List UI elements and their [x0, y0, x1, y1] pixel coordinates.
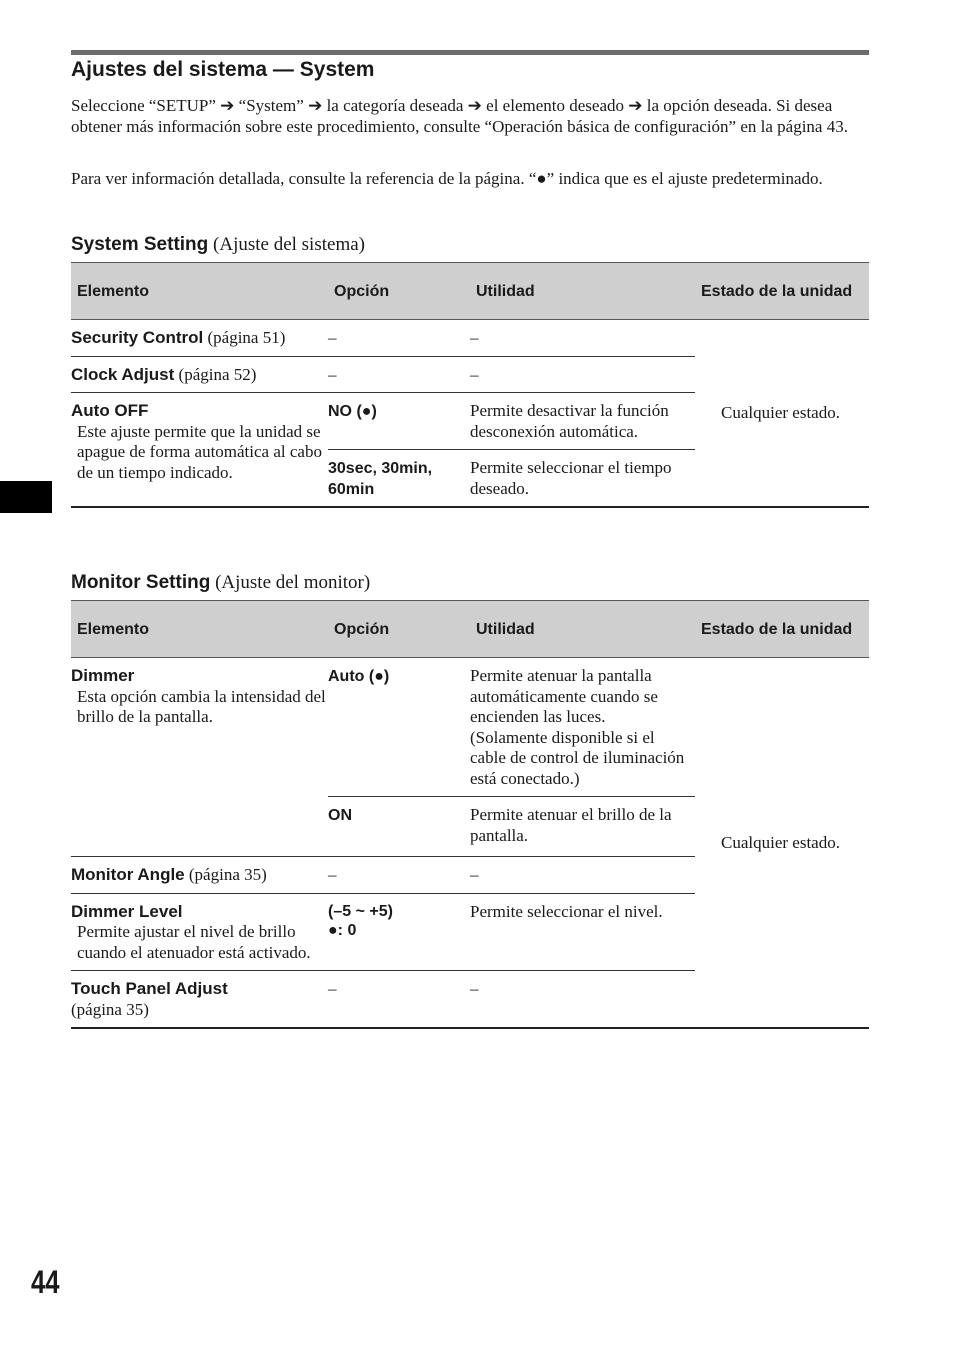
- item-description: Esta opción cambia la intensidad del brillo de la pantalla.: [77, 686, 326, 726]
- option-cell: –: [328, 971, 470, 1029]
- monitor-setting-title: Monitor Setting: [71, 572, 211, 593]
- item-name: Monitor Angle: [71, 865, 185, 884]
- section-heading: Ajustes del sistema — System: [71, 58, 375, 81]
- monitor-setting-subtitle: (Ajuste del monitor): [215, 572, 371, 593]
- item-name: Clock Adjust: [71, 364, 175, 384]
- option-default: ●: 0: [328, 921, 357, 939]
- monitor-setting-table: [71, 600, 869, 1029]
- utility-cell: Permite seleccionar el nivel.: [470, 893, 695, 971]
- col-header-elemento: Elemento: [71, 263, 328, 320]
- item-cell: [71, 658, 328, 857]
- item-page-ref: (página 52): [178, 364, 257, 384]
- utility-cell: –: [470, 356, 695, 393]
- option-cell: [328, 658, 470, 797]
- utility-cell: –: [470, 320, 695, 357]
- utility-cell: Permite atenuar la pantalla automáticamente cuando se encienden las luces. (Solamente disponible si el cable de control de iluminación está conectado.): [470, 658, 695, 797]
- item-cell: [71, 893, 328, 971]
- system-setting-heading: [71, 234, 365, 256]
- item-cell: [71, 356, 328, 393]
- option-range: (–5 ~ +5): [328, 902, 393, 920]
- item-page-ref: (página 35): [71, 999, 149, 1019]
- option-cell: [328, 797, 470, 857]
- page-number: 44: [31, 1264, 60, 1300]
- item-page-ref: (página 35): [188, 865, 267, 884]
- item-description: Permite ajustar el nivel de brillo cuando el atenuador está activado.: [77, 922, 311, 962]
- option-cell: –: [328, 857, 470, 894]
- item-cell: [71, 857, 328, 894]
- utility-cell: Permite desactivar la función desconexión automática.: [470, 393, 695, 450]
- table-row: [71, 658, 869, 797]
- item-name: Auto OFF: [71, 401, 149, 420]
- system-setting-subtitle: (Ajuste del sistema): [213, 234, 365, 255]
- default-note-paragraph: Para ver información detallada, consulte la referencia de la página. “●” indica que es el ajuste predeterminado.: [71, 169, 823, 188]
- item-name: Touch Panel Adjust: [71, 979, 228, 998]
- col-header-estado: Estado de la unidad: [695, 263, 869, 320]
- col-header-estado: Estado de la unidad: [695, 601, 869, 658]
- top-rule: [71, 50, 869, 55]
- option-value: 30sec, 30min, 60min: [328, 460, 433, 498]
- table-header-row: [71, 601, 869, 658]
- option-cell: [328, 893, 470, 971]
- item-name: Dimmer Level: [71, 901, 183, 921]
- item-page-ref: (página 51): [207, 328, 286, 347]
- section-tab-marker: [0, 481, 52, 513]
- intro-paragraph: Seleccione “SETUP” ➔ “System” ➔ la categoría deseada ➔ el elemento deseado ➔ la opción deseada. Si desea obtener más información sobre este procedimiento, consulte “Operación básica de configuración” en la página 43.: [71, 96, 848, 136]
- option-value: ON: [328, 807, 352, 824]
- item-name: Security Control: [71, 328, 204, 347]
- table-header-row: [71, 263, 869, 320]
- option-value: Auto (●): [328, 668, 390, 685]
- monitor-setting-heading: [71, 572, 370, 594]
- system-setting-title: System Setting: [71, 234, 209, 255]
- col-header-opcion: Opción: [328, 263, 470, 320]
- option-cell: [328, 450, 470, 508]
- col-header-opcion: Opción: [328, 601, 470, 658]
- status-cell: Cualquier estado.: [695, 658, 869, 1029]
- item-cell: [71, 971, 328, 1029]
- option-cell: –: [328, 356, 470, 393]
- utility-cell: –: [470, 857, 695, 894]
- col-header-utilidad: Utilidad: [470, 601, 695, 658]
- table-row: [71, 320, 869, 357]
- utility-cell: Permite atenuar el brillo de la pantalla.: [470, 797, 695, 857]
- utility-cell: Permite seleccionar el tiempo deseado.: [470, 450, 695, 508]
- item-cell: [71, 320, 328, 357]
- status-cell: Cualquier estado.: [695, 320, 869, 508]
- option-value: NO (●): [328, 403, 377, 420]
- system-setting-table: [71, 262, 869, 508]
- item-name: Dimmer: [71, 666, 135, 685]
- option-cell: –: [328, 320, 470, 357]
- option-cell: [328, 393, 470, 450]
- item-cell: [71, 393, 328, 508]
- col-header-utilidad: Utilidad: [470, 263, 695, 320]
- utility-cell: –: [470, 971, 695, 1029]
- col-header-elemento: Elemento: [71, 601, 328, 658]
- item-description: Este ajuste permite que la unidad se apague de forma automática al cabo de un tiempo indicado.: [77, 421, 322, 482]
